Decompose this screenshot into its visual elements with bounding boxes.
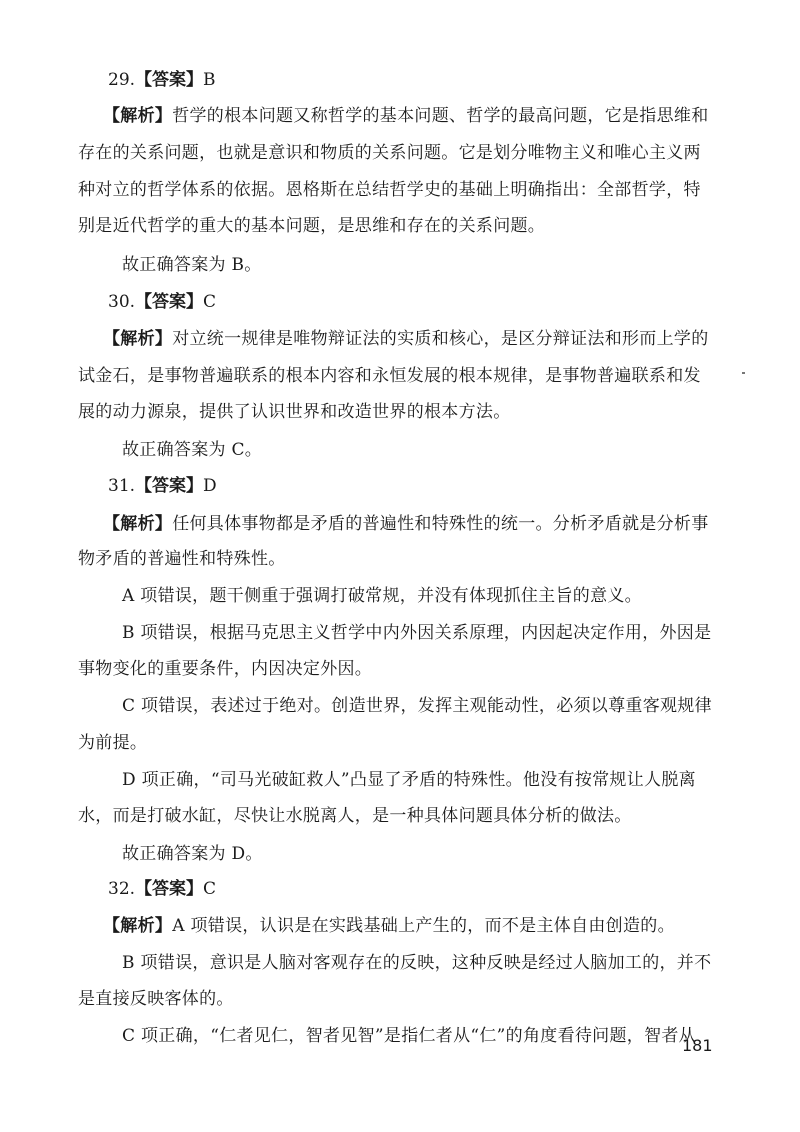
answer-number: 32. <box>108 879 136 899</box>
analysis-line <box>103 914 675 938</box>
analysis-line: 物矛盾的普遍性和特殊性。 <box>78 549 286 569</box>
analysis-line: 存在的关系问题，也就是意识和物质的关系问题。它是划分唯物主义和唯心主义两 <box>78 143 701 163</box>
option-line-b: B 项错误，根据马克思主义哲学中内外因关系原理，内因起决定作用，外因是 <box>122 623 712 643</box>
analysis-line <box>103 327 709 351</box>
answer-tag: 【答案】 <box>135 292 204 312</box>
answer-heading-31 <box>108 474 217 498</box>
analysis-tag: 【解析】 <box>103 106 173 126</box>
conclusion-line: 故正确答案为 D。 <box>122 844 263 864</box>
conclusion-line: 故正确答案为 C。 <box>122 440 263 460</box>
answer-number: 30. <box>108 292 136 312</box>
option-line-a: A 项错误，题干侧重于强调打破常规，并没有体现抓住主旨的意义。 <box>122 586 642 606</box>
analysis-line <box>103 512 709 536</box>
page-number: 181 <box>682 1036 713 1055</box>
analysis-text: 哲学的根本问题又称哲学的基本问题、哲学的最高问题，它是指思维和 <box>172 106 709 126</box>
analysis-tag: 【解析】 <box>103 916 173 936</box>
option-line-b: 是直接反映客体的。 <box>78 989 234 1009</box>
scan-speck <box>742 372 745 374</box>
conclusion-line: 故正确答案为 B。 <box>122 255 262 275</box>
option-line-b: 事物变化的重要条件，内因决定外因。 <box>78 659 373 679</box>
answer-number: 31. <box>108 476 136 496</box>
analysis-text: A 项错误，认识是在实践基础上产生的，而不是主体自由创造的。 <box>172 916 675 936</box>
answer-letter: C <box>203 292 217 312</box>
option-line-c: C 项错误，表述过于绝对。创造世界，发挥主观能动性，必须以尊重客观规律 <box>122 696 712 716</box>
option-line-d: D 项正确，“司马光破缸救人”凸显了矛盾的特殊性。他没有按常规让人脱离 <box>122 770 696 790</box>
answer-heading-32 <box>108 877 216 901</box>
analysis-line: 种对立的哲学体系的依据。恩格斯在总结哲学史的基础上明确指出：全部哲学，特 <box>78 180 701 200</box>
analysis-line: 试金石，是事物普遍联系的根本内容和永恒发展的根本规律，是事物普遍联系和发 <box>78 366 701 386</box>
answer-letter: D <box>203 476 217 496</box>
option-line-c: C 项正确，“仁者见仁，智者见智”是指仁者从“仁”的角度看待问题，智者从 <box>122 1026 696 1046</box>
analysis-line <box>103 104 709 128</box>
analysis-text: 任何具体事物都是矛盾的普遍性和特殊性的统一。分析矛盾就是分析事 <box>172 514 709 534</box>
answer-letter: B <box>203 70 216 90</box>
answer-number: 29. <box>108 70 136 90</box>
option-line-b: B 项错误，意识是人脑对客观存在的反映，这种反映是经过人脑加工的，并不 <box>122 953 712 973</box>
answer-heading-30 <box>108 290 216 314</box>
answer-tag: 【答案】 <box>135 879 204 899</box>
option-line-c: 为前提。 <box>78 733 148 753</box>
option-line-d: 水，而是打破水缸，尽快让水脱离人，是一种具体问题具体分析的做法。 <box>78 806 632 826</box>
analysis-text: 对立统一规律是唯物辩证法的实质和核心，是区分辩证法和形而上学的 <box>172 329 709 349</box>
analysis-line: 别是近代哲学的重大的基本问题，是思维和存在的关系问题。 <box>78 216 546 236</box>
analysis-tag: 【解析】 <box>103 514 173 534</box>
analysis-line: 展的动力源泉，提供了认识世界和改造世界的根本方法。 <box>78 402 511 422</box>
answer-heading-29 <box>108 68 216 92</box>
answer-tag: 【答案】 <box>135 476 204 496</box>
analysis-tag: 【解析】 <box>103 329 173 349</box>
answer-letter: C <box>203 879 217 899</box>
answer-tag: 【答案】 <box>135 70 204 90</box>
